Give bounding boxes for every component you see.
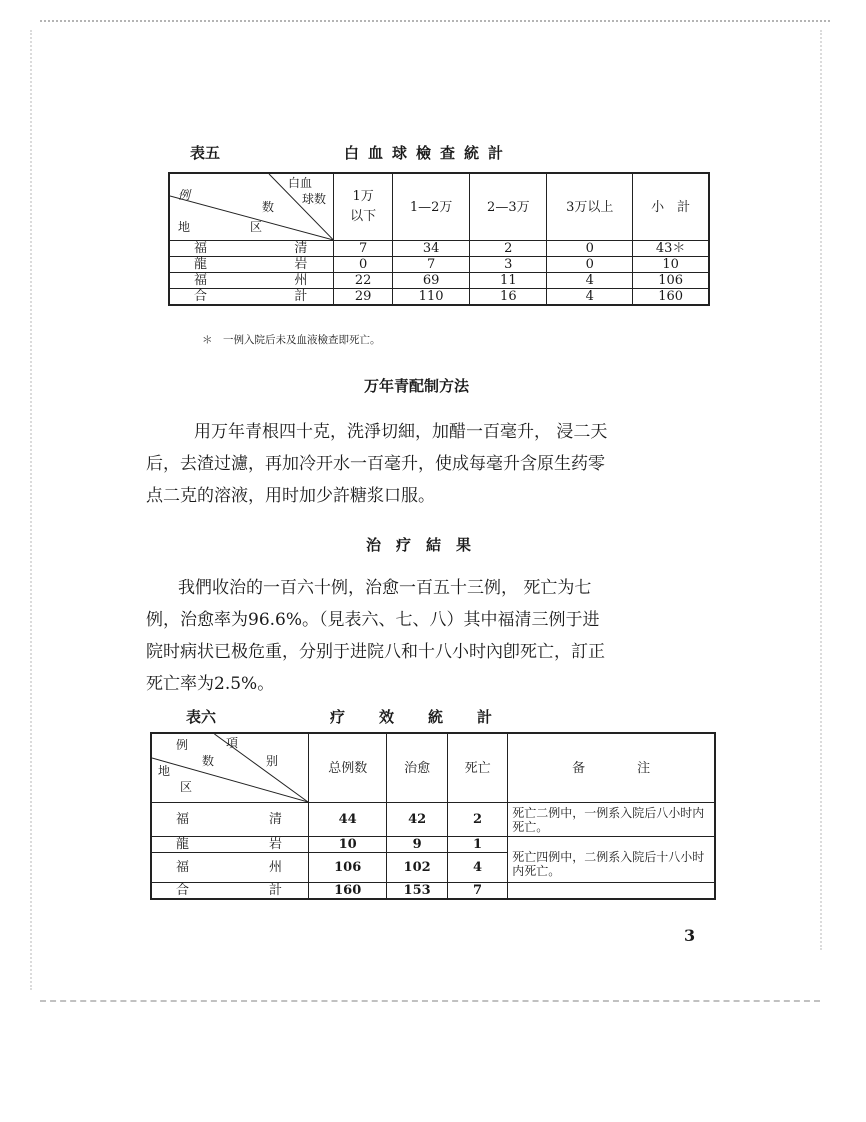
section1-line-3: 点二克的溶液，用时加少許糖浆口服。 xyxy=(146,486,435,506)
section2-line-3: 院时病状已极危重，分别于进院八和十八小时內卽死亡，訂正 xyxy=(146,642,605,662)
table5-corner-mid: 例 xyxy=(178,188,191,202)
table6-caption-number: 表六 xyxy=(186,708,217,726)
table6-corner-cell xyxy=(151,733,309,803)
table6-corner-mid1: 数 xyxy=(202,754,215,768)
table5-col1-line2: 以下 xyxy=(350,209,377,224)
table6-col4-header: 备 注 xyxy=(508,733,715,803)
scan-edge-right xyxy=(812,30,822,950)
table6-corner-mid2: 别 xyxy=(266,754,279,768)
table5-caption-number: 表五 xyxy=(190,144,221,162)
section2-line-1: 我們收治的一百六十例，治愈一百五十三例， 死亡为七 xyxy=(178,578,592,598)
table6-corner-bottom1: 地 xyxy=(158,764,171,778)
scan-edge-bottom xyxy=(40,990,820,1002)
table5-col1-line1: 1万 xyxy=(352,189,374,204)
table6-caption-title: 疗效統計 xyxy=(330,708,527,726)
table6-corner-bottom2: 区 xyxy=(180,780,193,794)
section1-line-1: 用万年青根四十克，洗淨切細，加醋一百毫升， 浸二天 xyxy=(194,422,608,442)
scan-edge-top xyxy=(40,20,830,36)
table-row: 龍 岩 10 9 1 死亡四例中，二例系入院后十八小时内死亡。 xyxy=(151,837,715,853)
table5-corner-top: 白血 xyxy=(288,176,313,190)
table5-col3-header: 2—3万 xyxy=(470,173,547,241)
table5-col4-header: 3万以上 xyxy=(547,173,633,241)
table6-col1-header: 总例数 xyxy=(309,733,387,803)
table5-col5-header: 小 計 xyxy=(633,173,709,241)
table5-corner-mid2: 数 xyxy=(262,200,275,214)
section2-line-4: 死亡率为2.5%。 xyxy=(146,674,275,694)
section1-line-2: 后，去渣过濾，再加冷开水一百毫升，使成每毫升含原生药零 xyxy=(146,454,605,474)
table-row: 龍 岩 0 7 3 0 10 xyxy=(169,257,709,273)
table-row: 福 清 7 34 2 0 43＊ xyxy=(169,241,709,257)
table-row: 合 計 160 153 7 xyxy=(151,883,715,900)
table6-note-2: 死亡四例中，二例系入院后十八小时内死亡。 xyxy=(508,837,715,883)
table5-col1-header xyxy=(334,173,392,241)
section2-heading: 治 疗 結 果 xyxy=(366,536,472,554)
table5-col2-header: 1—2万 xyxy=(392,173,470,241)
table5-footnote: ＊ 一例入院后未及血液檢查即死亡。 xyxy=(202,334,381,346)
section2-line-2: 例，治愈率为96.6%。（見表六、七、八）其中福清三例于进 xyxy=(146,610,600,630)
table6-corner-top1: 例 xyxy=(176,738,189,752)
table-row: 合 計 29 110 16 4 160 xyxy=(169,289,709,306)
table5 xyxy=(168,172,710,306)
table5-corner-cell xyxy=(169,173,334,241)
table5-corner-top2: 球数 xyxy=(302,192,327,206)
scan-edge-left xyxy=(30,30,40,990)
table6-note-1: 死亡二例中，一例系入院后八小时内死亡。 xyxy=(508,803,715,837)
table5-corner-bottom2: 区 xyxy=(250,220,263,234)
table6-corner-top2: 項 xyxy=(226,736,239,750)
section1-heading: 万年青配制方法 xyxy=(364,377,470,395)
table-row: 福 州 22 69 11 4 106 xyxy=(169,273,709,289)
table6 xyxy=(150,732,716,900)
table6-col2-header: 治愈 xyxy=(387,733,448,803)
table5-corner-bottom: 地 xyxy=(178,220,191,234)
table5-caption-title: 白血球檢查統計 xyxy=(344,144,513,162)
table6-col3-header: 死亡 xyxy=(447,733,507,803)
page-number: 3 xyxy=(684,926,696,945)
table-row: 福 清 44 42 2 死亡二例中，一例系入院后八小时内死亡。 xyxy=(151,803,715,837)
table-row: 福 州 106 102 4 xyxy=(151,853,715,883)
